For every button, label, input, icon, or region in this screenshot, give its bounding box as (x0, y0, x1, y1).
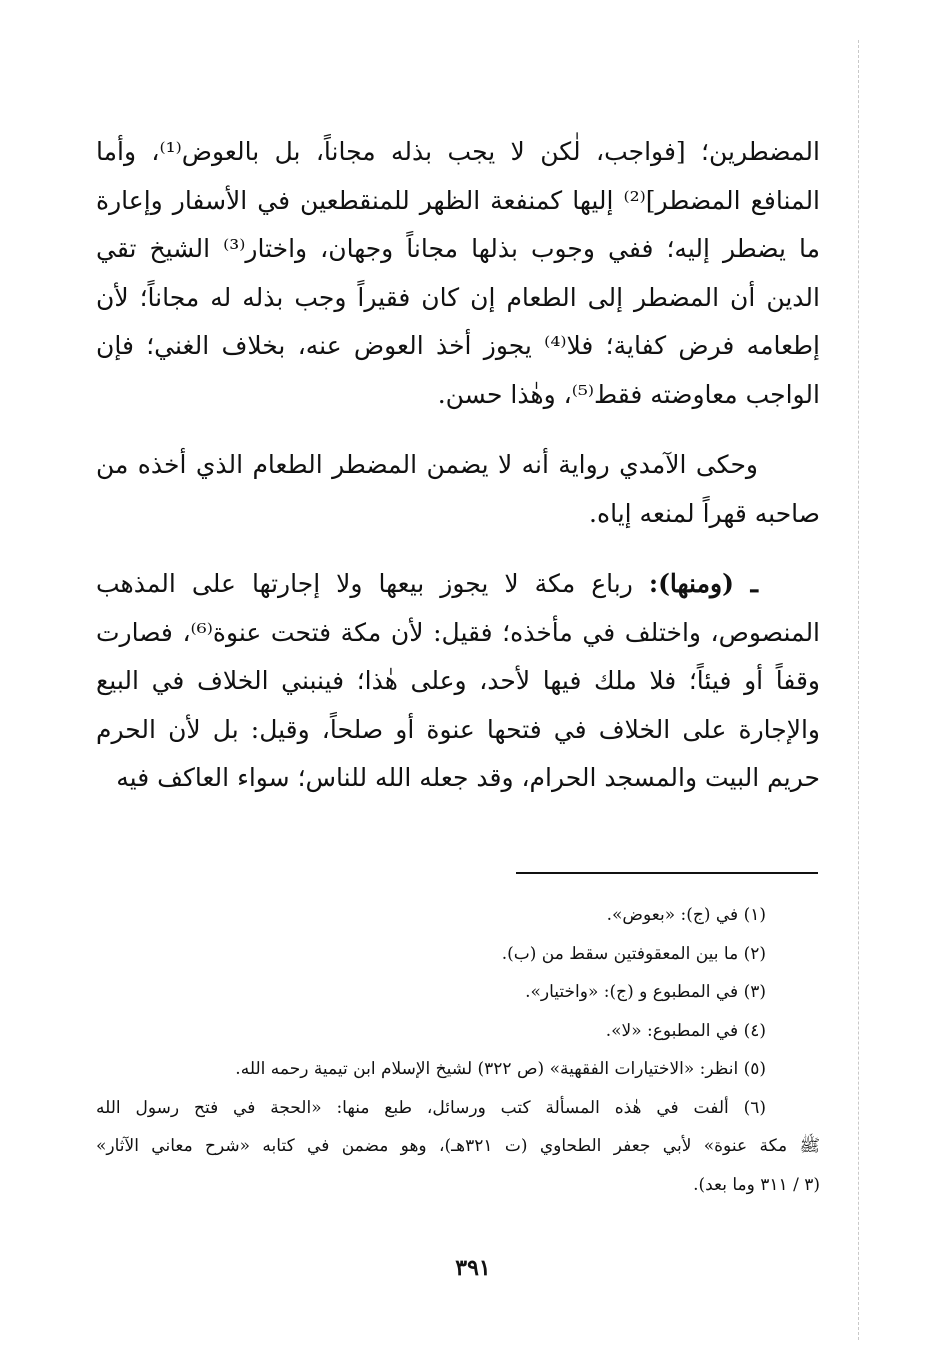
footnote-5: (٥) انظر: «الاختيارات الفقهية» (ص ٣٢٢) لشيخ الإسلام ابن تيمية رحمه الله. (235, 1059, 766, 1079)
footnote-6-line-2: ﷺ مكة عنوة» لأبي جعفر الطحاوي (ت ٣٢١هـ)، وهو مضمن في كتابه «شرح معاني الآثار» (96, 1136, 820, 1156)
footnotes (96, 896, 820, 1204)
footnote-4: (٤) في المطبوع: «لا». (605, 1020, 766, 1041)
paragraph-1: المضطرين؛ [فواجب، لٰكن لا يجب بذله مجاناً، بل بالعوض⁽¹⁾، وأما المنافع المضطر]⁽²⁾ إليها كمنفعة الظهر للمنقطعين في الأسفار وإعارة ما يضطر إليه؛ ففي وجوب بذلها مجاناً وجهان، واختار⁽³⁾ الشيخ تقي الدين أن المضطر إلى الطعام إن كان فقيراً وجب بذله له مجاناً؛ لأن إطعامه فرض كفاية؛ فلا⁽⁴⁾ يجوز أخذ العوض عنه، بخلاف الغني؛ فإن الواجب معاوضته فقط⁽⁵⁾، وهٰذا حسن. (96, 137, 821, 409)
paragraph-3 (96, 560, 820, 803)
paragraph-3-lead: ـ (ومنها): (648, 569, 758, 598)
page-number: ٣٩١ (455, 1255, 491, 1281)
main-text (96, 128, 820, 803)
paragraph-2: وحكى الآمدي رواية أنه لا يضمن المضطر الطعام الذي أخذه من صاحبه قهراً لمنعه إياه. (96, 450, 820, 528)
paragraph-3-text: رباع مكة لا يجوز بيعها ولا إجارتها على المذهب المنصوص، واختلف في مأخذه؛ فقيل: لأن مكة فتحت عنوة⁽⁶⁾، فصارت وقفاً أو فيئاً؛ فلا ملك فيها لأحد، وعلى هٰذا؛ فينبني الخلاف في البيع والإجارة على الخلاف في فتحها عنوة أو صلحاً، وقيل: بل لأن الحرم حريم البيت والمسجد الحرام، وقد جعله الله للناس؛ سواء العاكف فيه (96, 569, 821, 792)
footnote-6-line-3: (٣ / ٣١١ وما بعد). (693, 1174, 820, 1195)
footnote-1: (١) في (ج): «بعوض». (606, 905, 766, 925)
footnote-separator (516, 872, 818, 874)
footnote-6-line-1: (٦) ألفت في هٰذه المسألة كتب ورسائل، طبع منها: «الحجة في فتح رسول الله (96, 1097, 766, 1118)
footnote-2: (٢) ما بين المعقوفتين سقط من (ب). (501, 943, 766, 964)
footnote-3: (٣) في المطبوع و (ج): «واختيار». (525, 982, 766, 1002)
page-edge-line (858, 40, 859, 1340)
